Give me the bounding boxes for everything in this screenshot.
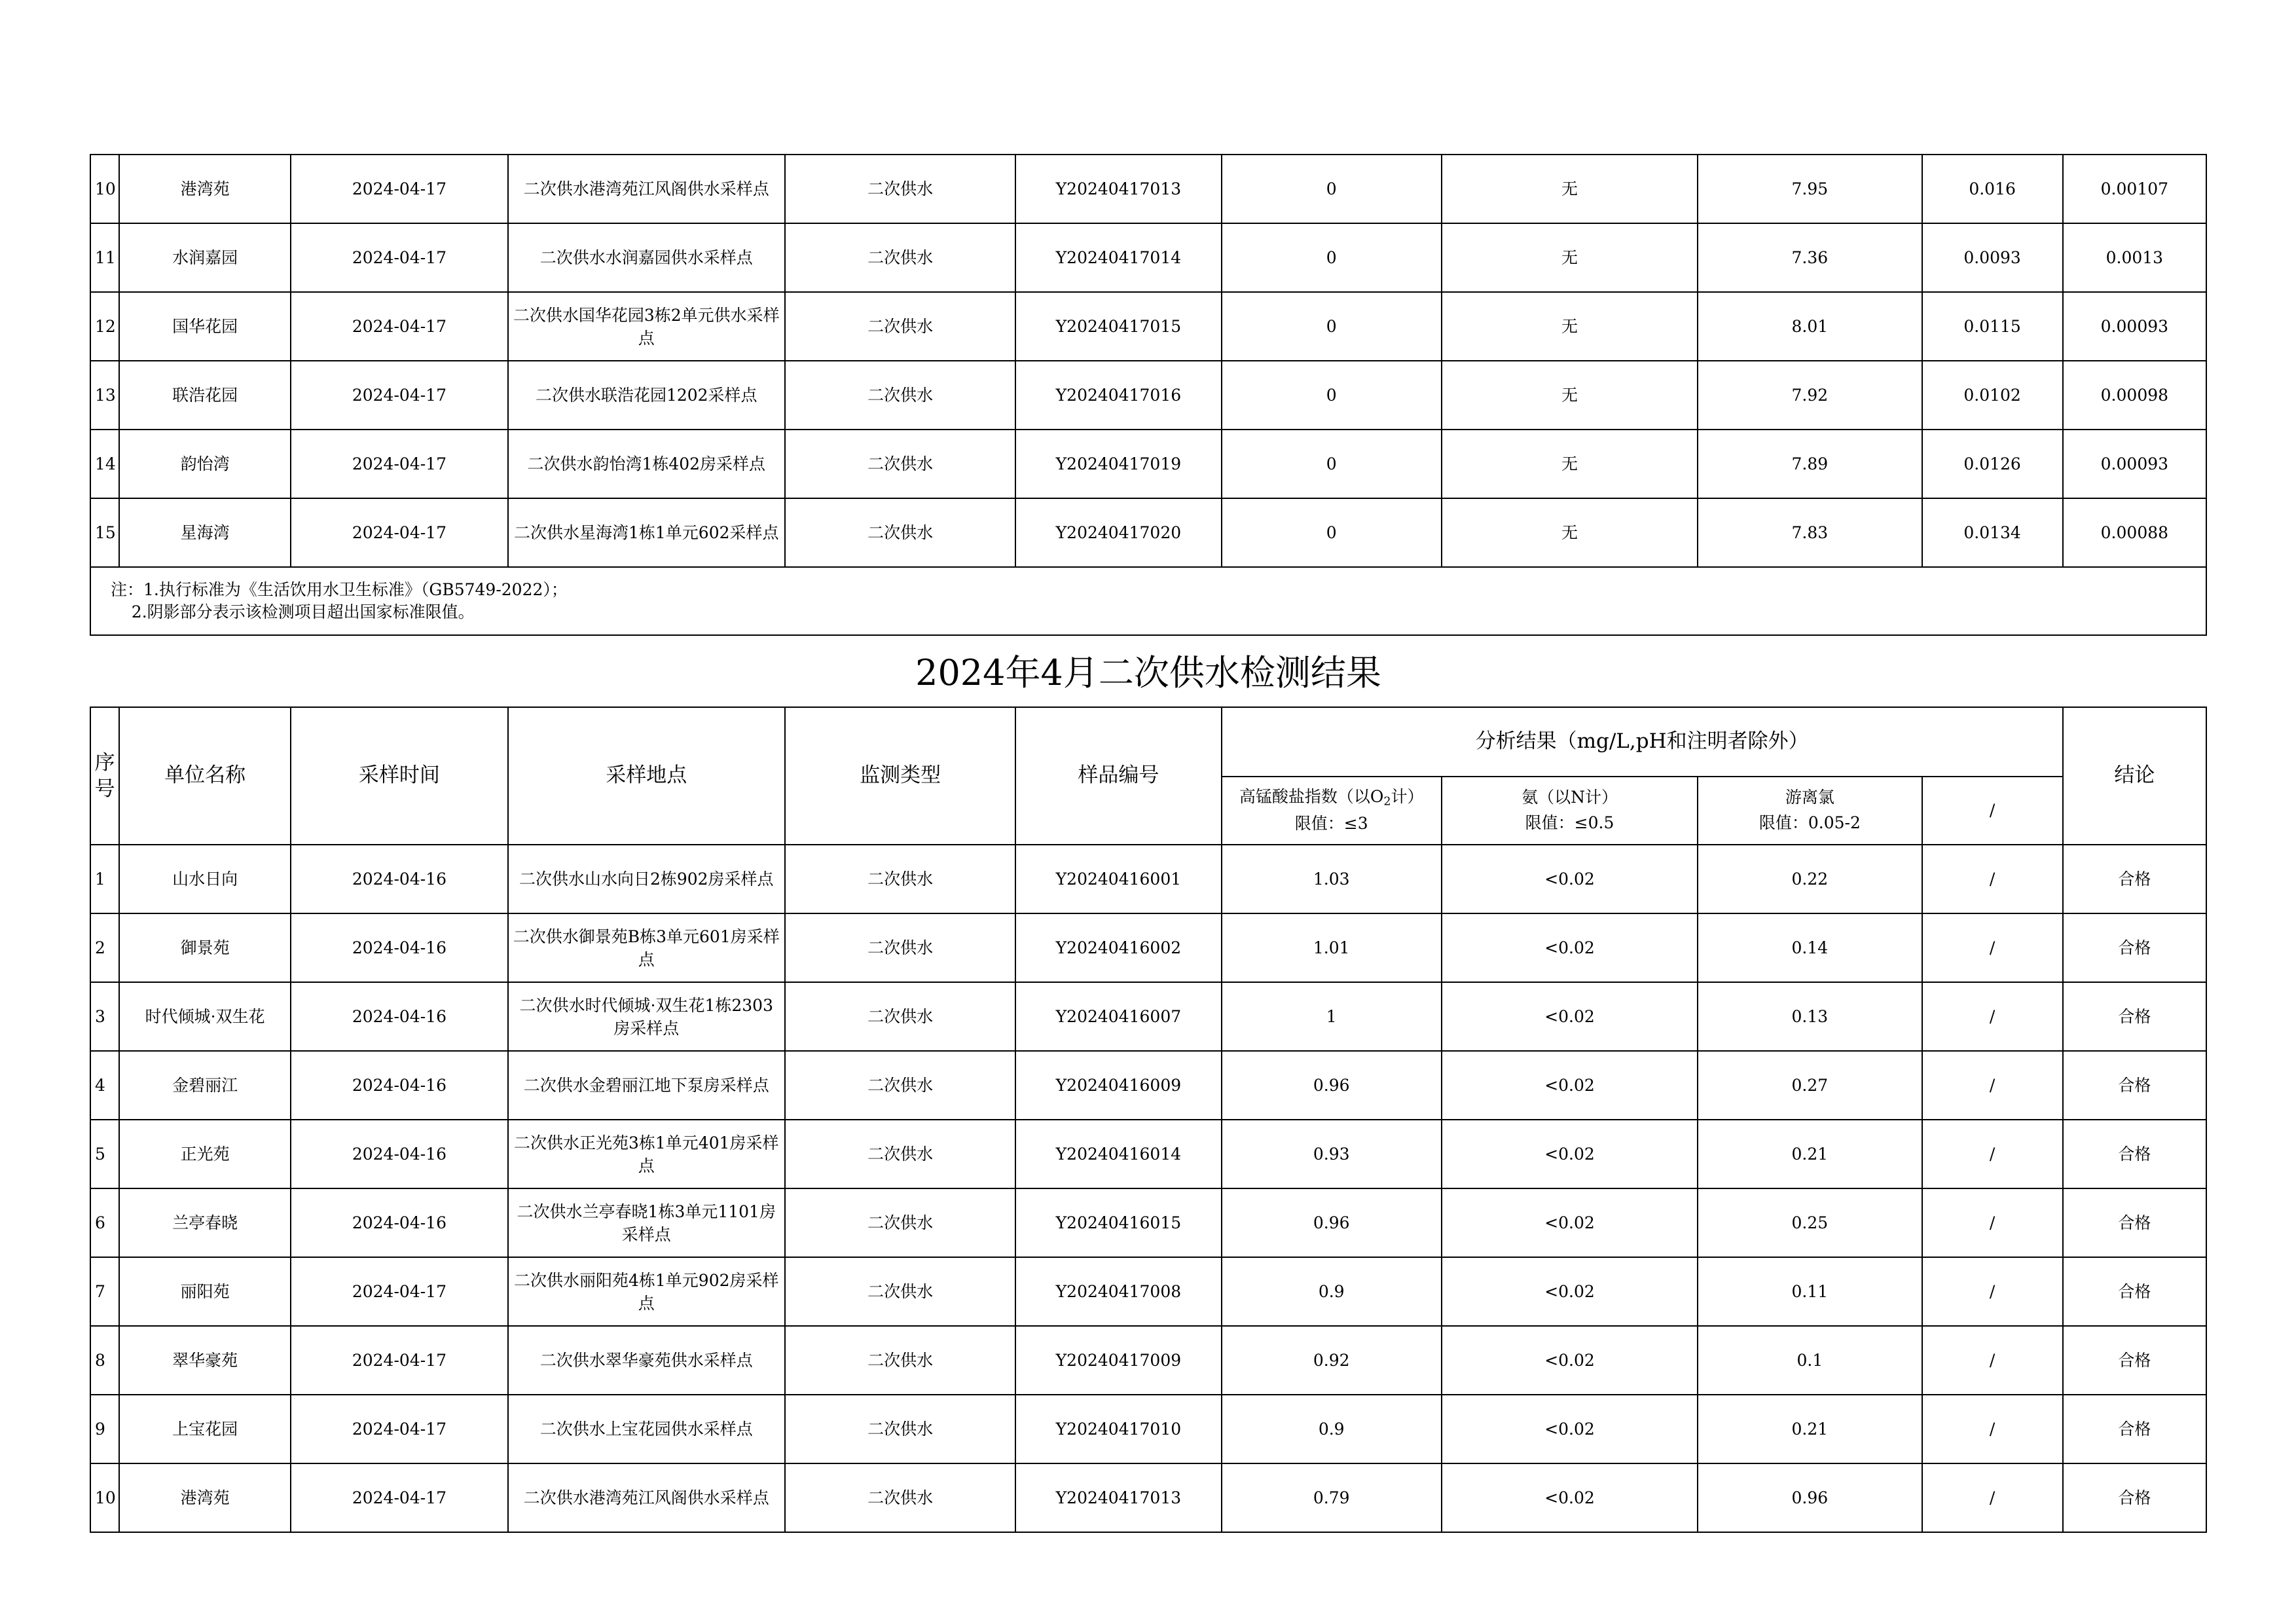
cell-type: 二次供水 [785,498,1015,567]
cell-c4: / [1922,1257,2063,1326]
cell-site: 二次供水港湾苑江风阁供水采样点 [508,155,785,223]
cell-unit: 翠华豪苑 [119,1326,291,1395]
cell-time: 2024-04-16 [291,1051,507,1120]
table-row [90,1326,2206,1395]
cell-c3: 7.92 [1698,361,1922,430]
table-row [90,845,2206,913]
cell-time: 2024-04-16 [291,1188,507,1257]
header-time: 采样时间 [291,707,507,845]
table-row [90,1463,2206,1532]
cell-c1: 0 [1222,361,1442,430]
cell-c1: 1 [1222,982,1442,1051]
cell-sample: Y20240417020 [1015,498,1221,567]
cell-unit: 山水日向 [119,845,291,913]
cell-c1: 0.96 [1222,1188,1442,1257]
cell-c3: 0.13 [1698,982,1922,1051]
header-ammonia-limit: 限值：≤0.5 [1525,813,1614,832]
cell-time: 2024-04-16 [291,1120,507,1188]
cell-time: 2024-04-17 [291,361,507,430]
header-unit: 单位名称 [119,707,291,845]
cell-type: 二次供水 [785,1188,1015,1257]
header-sample: 样品编号 [1015,707,1221,845]
cell-result: 合格 [2063,1120,2206,1188]
header-slash: / [1922,777,2063,845]
cell-c2: 无 [1442,292,1698,361]
cell-unit: 时代倾城·双生花 [119,982,291,1051]
cell-sample: Y20240417013 [1015,155,1221,223]
header-free-chlorine [1698,777,1922,845]
header-free-chlorine-name: 游离氯 [1785,788,1834,807]
cell-c2: <0.02 [1442,1257,1698,1326]
cell-c3: 0.22 [1698,845,1922,913]
cell-c2: <0.02 [1442,1051,1698,1120]
cell-time: 2024-04-17 [291,155,507,223]
cell-unit: 星海湾 [119,498,291,567]
cell-unit: 韵怡湾 [119,430,291,498]
cell-sample: Y20240417016 [1015,361,1221,430]
cell-site: 二次供水星海湾1栋1单元602采样点 [508,498,785,567]
cell-c3: 7.95 [1698,155,1922,223]
cell-result: 合格 [2063,982,2206,1051]
cell-c2: <0.02 [1442,913,1698,982]
cell-time: 2024-04-17 [291,223,507,292]
cell-type: 二次供水 [785,292,1015,361]
cell-unit: 御景苑 [119,913,291,982]
cell-type: 二次供水 [785,155,1015,223]
cell-site: 二次供水正光苑3栋1单元401房采样点 [508,1120,785,1188]
cell-c4: / [1922,845,2063,913]
page-title: 2024年4月二次供水检测结果 [915,652,1381,693]
cell-c1: 0.92 [1222,1326,1442,1395]
cell-c2: <0.02 [1442,1120,1698,1188]
cell-c5: 0.00088 [2063,498,2206,567]
table-row [90,1257,2206,1326]
cell-c3: 0.27 [1698,1051,1922,1120]
cell-seq: 10 [90,1463,119,1532]
cell-type: 二次供水 [785,845,1015,913]
cell-c4: 0.016 [1922,155,2063,223]
cell-c2: <0.02 [1442,1395,1698,1463]
cell-sample: Y20240416014 [1015,1120,1221,1188]
header-analysis: 分析结果（mg/L,pH和注明者除外） [1222,707,2063,777]
cell-type: 二次供水 [785,430,1015,498]
cell-c3: 0.96 [1698,1463,1922,1532]
cell-seq: 6 [90,1188,119,1257]
cell-c2: 无 [1442,223,1698,292]
cell-c1: 0.79 [1222,1463,1442,1532]
cell-c4: / [1922,1051,2063,1120]
cell-c5: 0.00098 [2063,361,2206,430]
cell-unit: 国华花园 [119,292,291,361]
cell-c1: 0 [1222,430,1442,498]
cell-sample: Y20240417015 [1015,292,1221,361]
cell-seq: 3 [90,982,119,1051]
cell-c5: 0.00093 [2063,292,2206,361]
cell-site: 二次供水上宝花园供水采样点 [508,1395,785,1463]
header-ammonia [1442,777,1698,845]
cell-time: 2024-04-17 [291,1326,507,1395]
cell-seq: 15 [90,498,119,567]
cell-c1: 0 [1222,223,1442,292]
table-row [90,982,2206,1051]
cell-site: 二次供水山水向日2栋902房采样点 [508,845,785,913]
table-row [90,498,2206,567]
cell-sample: Y20240417010 [1015,1395,1221,1463]
cell-c1: 0.9 [1222,1395,1442,1463]
cell-c1: 0.9 [1222,1257,1442,1326]
cell-c3: 0.11 [1698,1257,1922,1326]
cell-sample: Y20240417019 [1015,430,1221,498]
table-row [90,1120,2206,1188]
cell-c3: 0.14 [1698,913,1922,982]
cell-sample: Y20240417014 [1015,223,1221,292]
results-table-continued [90,154,2207,636]
cell-seq: 12 [90,292,119,361]
header-permanganate [1222,777,1442,845]
cell-c3: 0.1 [1698,1326,1922,1395]
cell-c5: 0.0013 [2063,223,2206,292]
results-table [90,707,2207,1533]
cell-c4: / [1922,1395,2063,1463]
cell-c1: 1.03 [1222,845,1442,913]
cell-type: 二次供水 [785,1463,1015,1532]
cell-c3: 0.21 [1698,1395,1922,1463]
table-row [90,361,2206,430]
cell-sample: Y20240416007 [1015,982,1221,1051]
header-permanganate-limit: 限值：≤3 [1294,813,1368,833]
cell-time: 2024-04-17 [291,498,507,567]
header-seq: 序号 [90,707,119,845]
cell-site: 二次供水国华花园3栋2单元供水采样点 [508,292,785,361]
cell-c4: 0.0102 [1922,361,2063,430]
table-row [90,430,2206,498]
cell-type: 二次供水 [785,1326,1015,1395]
cell-seq: 4 [90,1051,119,1120]
table-note [90,567,2206,635]
cell-seq: 9 [90,1395,119,1463]
table-row [90,1188,2206,1257]
cell-seq: 14 [90,430,119,498]
cell-c4: / [1922,1188,2063,1257]
cell-time: 2024-04-16 [291,913,507,982]
cell-c5: 0.00093 [2063,430,2206,498]
cell-c1: 0 [1222,498,1442,567]
cell-seq: 2 [90,913,119,982]
note-line: 注：1.执行标准为《生活饮用水卫生标准》（GB5749-2022）； [111,579,568,599]
cell-c2: <0.02 [1442,982,1698,1051]
cell-c3: 7.36 [1698,223,1922,292]
cell-result: 合格 [2063,1463,2206,1532]
cell-c2: <0.02 [1442,845,1698,913]
cell-time: 2024-04-17 [291,1463,507,1532]
cell-sample: Y20240416001 [1015,845,1221,913]
cell-time: 2024-04-17 [291,430,507,498]
cell-sample: Y20240417008 [1015,1257,1221,1326]
cell-c4: / [1922,913,2063,982]
cell-c2: <0.02 [1442,1463,1698,1532]
cell-type: 二次供水 [785,361,1015,430]
cell-sample: Y20240416015 [1015,1188,1221,1257]
cell-result: 合格 [2063,845,2206,913]
cell-c1: 1.01 [1222,913,1442,982]
cell-c4: 0.0126 [1922,430,2063,498]
note-line: 2.阴影部分表示该检测项目超出国家标准限值。 [111,602,475,621]
cell-c5: 0.00107 [2063,155,2206,223]
cell-c4: / [1922,1463,2063,1532]
cell-seq: 8 [90,1326,119,1395]
cell-seq: 11 [90,223,119,292]
cell-c1: 0.93 [1222,1120,1442,1188]
cell-c2: 无 [1442,155,1698,223]
cell-site: 二次供水翠华豪苑供水采样点 [508,1326,785,1395]
cell-site: 二次供水时代倾城·双生花1栋2303房采样点 [508,982,785,1051]
cell-c2: 无 [1442,498,1698,567]
cell-unit: 水润嘉园 [119,223,291,292]
cell-sample: Y20240416002 [1015,913,1221,982]
cell-c3: 8.01 [1698,292,1922,361]
cell-unit: 上宝花园 [119,1395,291,1463]
header-permanganate-name: 高锰酸盐指数（以$O_2$计） [1239,787,1424,809]
header-conclusion: 结论 [2063,707,2206,845]
cell-c4: / [1922,1326,2063,1395]
cell-c3: 7.89 [1698,430,1922,498]
cell-seq: 13 [90,361,119,430]
cell-c1: 0.96 [1222,1051,1442,1120]
cell-site: 二次供水御景苑B栋3单元601房采样点 [508,913,785,982]
cell-c4: 0.0115 [1922,292,2063,361]
cell-type: 二次供水 [785,1257,1015,1326]
cell-time: 2024-04-17 [291,292,507,361]
cell-seq: 5 [90,1120,119,1188]
cell-c2: <0.02 [1442,1188,1698,1257]
cell-result: 合格 [2063,1051,2206,1120]
cell-time: 2024-04-16 [291,982,507,1051]
cell-c2: 无 [1442,361,1698,430]
table-row [90,223,2206,292]
cell-type: 二次供水 [785,1395,1015,1463]
cell-c4: 0.0093 [1922,223,2063,292]
cell-c4: 0.0134 [1922,498,2063,567]
cell-result: 合格 [2063,1326,2206,1395]
cell-site: 二次供水兰亭春晓1栋3单元1101房采样点 [508,1188,785,1257]
cell-result: 合格 [2063,1257,2206,1326]
cell-seq: 1 [90,845,119,913]
cell-type: 二次供水 [785,913,1015,982]
cell-c3: 7.83 [1698,498,1922,567]
table-row [90,1395,2206,1463]
cell-sample: Y20240416009 [1015,1051,1221,1120]
table-row [90,292,2206,361]
cell-unit: 港湾苑 [119,155,291,223]
cell-sample: Y20240417009 [1015,1326,1221,1395]
cell-type: 二次供水 [785,1051,1015,1120]
cell-c4: / [1922,1120,2063,1188]
header-ammonia-name: 氨（以N计） [1522,788,1618,807]
table-row [90,155,2206,223]
table-row [90,1051,2206,1120]
cell-site: 二次供水水润嘉园供水采样点 [508,223,785,292]
cell-result: 合格 [2063,913,2206,982]
cell-time: 2024-04-17 [291,1257,507,1326]
cell-unit: 兰亭春晓 [119,1188,291,1257]
table-row [90,913,2206,982]
cell-time: 2024-04-17 [291,1395,507,1463]
cell-c3: 0.21 [1698,1120,1922,1188]
cell-result: 合格 [2063,1395,2206,1463]
cell-c3: 0.25 [1698,1188,1922,1257]
cell-seq: 10 [90,155,119,223]
cell-c1: 0 [1222,292,1442,361]
cell-site: 二次供水丽阳苑4栋1单元902房采样点 [508,1257,785,1326]
cell-time: 2024-04-16 [291,845,507,913]
header-site: 采样地点 [508,707,785,845]
cell-unit: 联浩花园 [119,361,291,430]
cell-sample: Y20240417013 [1015,1463,1221,1532]
cell-unit: 金碧丽江 [119,1051,291,1120]
header-type: 监测类型 [785,707,1015,845]
cell-site: 二次供水港湾苑江风阁供水采样点 [508,1463,785,1532]
cell-site: 二次供水金碧丽江地下泵房采样点 [508,1051,785,1120]
cell-result: 合格 [2063,1188,2206,1257]
header-free-chlorine-limit: 限值：0.05-2 [1758,813,1861,832]
cell-c4: / [1922,982,2063,1051]
cell-type: 二次供水 [785,223,1015,292]
cell-c2: <0.02 [1442,1326,1698,1395]
cell-site: 二次供水联浩花园1202采样点 [508,361,785,430]
cell-unit: 丽阳苑 [119,1257,291,1326]
cell-unit: 正光苑 [119,1120,291,1188]
cell-site: 二次供水韵怡湾1栋402房采样点 [508,430,785,498]
cell-seq: 7 [90,1257,119,1326]
cell-c2: 无 [1442,430,1698,498]
cell-unit: 港湾苑 [119,1463,291,1532]
cell-type: 二次供水 [785,982,1015,1051]
cell-c1: 0 [1222,155,1442,223]
cell-type: 二次供水 [785,1120,1015,1188]
